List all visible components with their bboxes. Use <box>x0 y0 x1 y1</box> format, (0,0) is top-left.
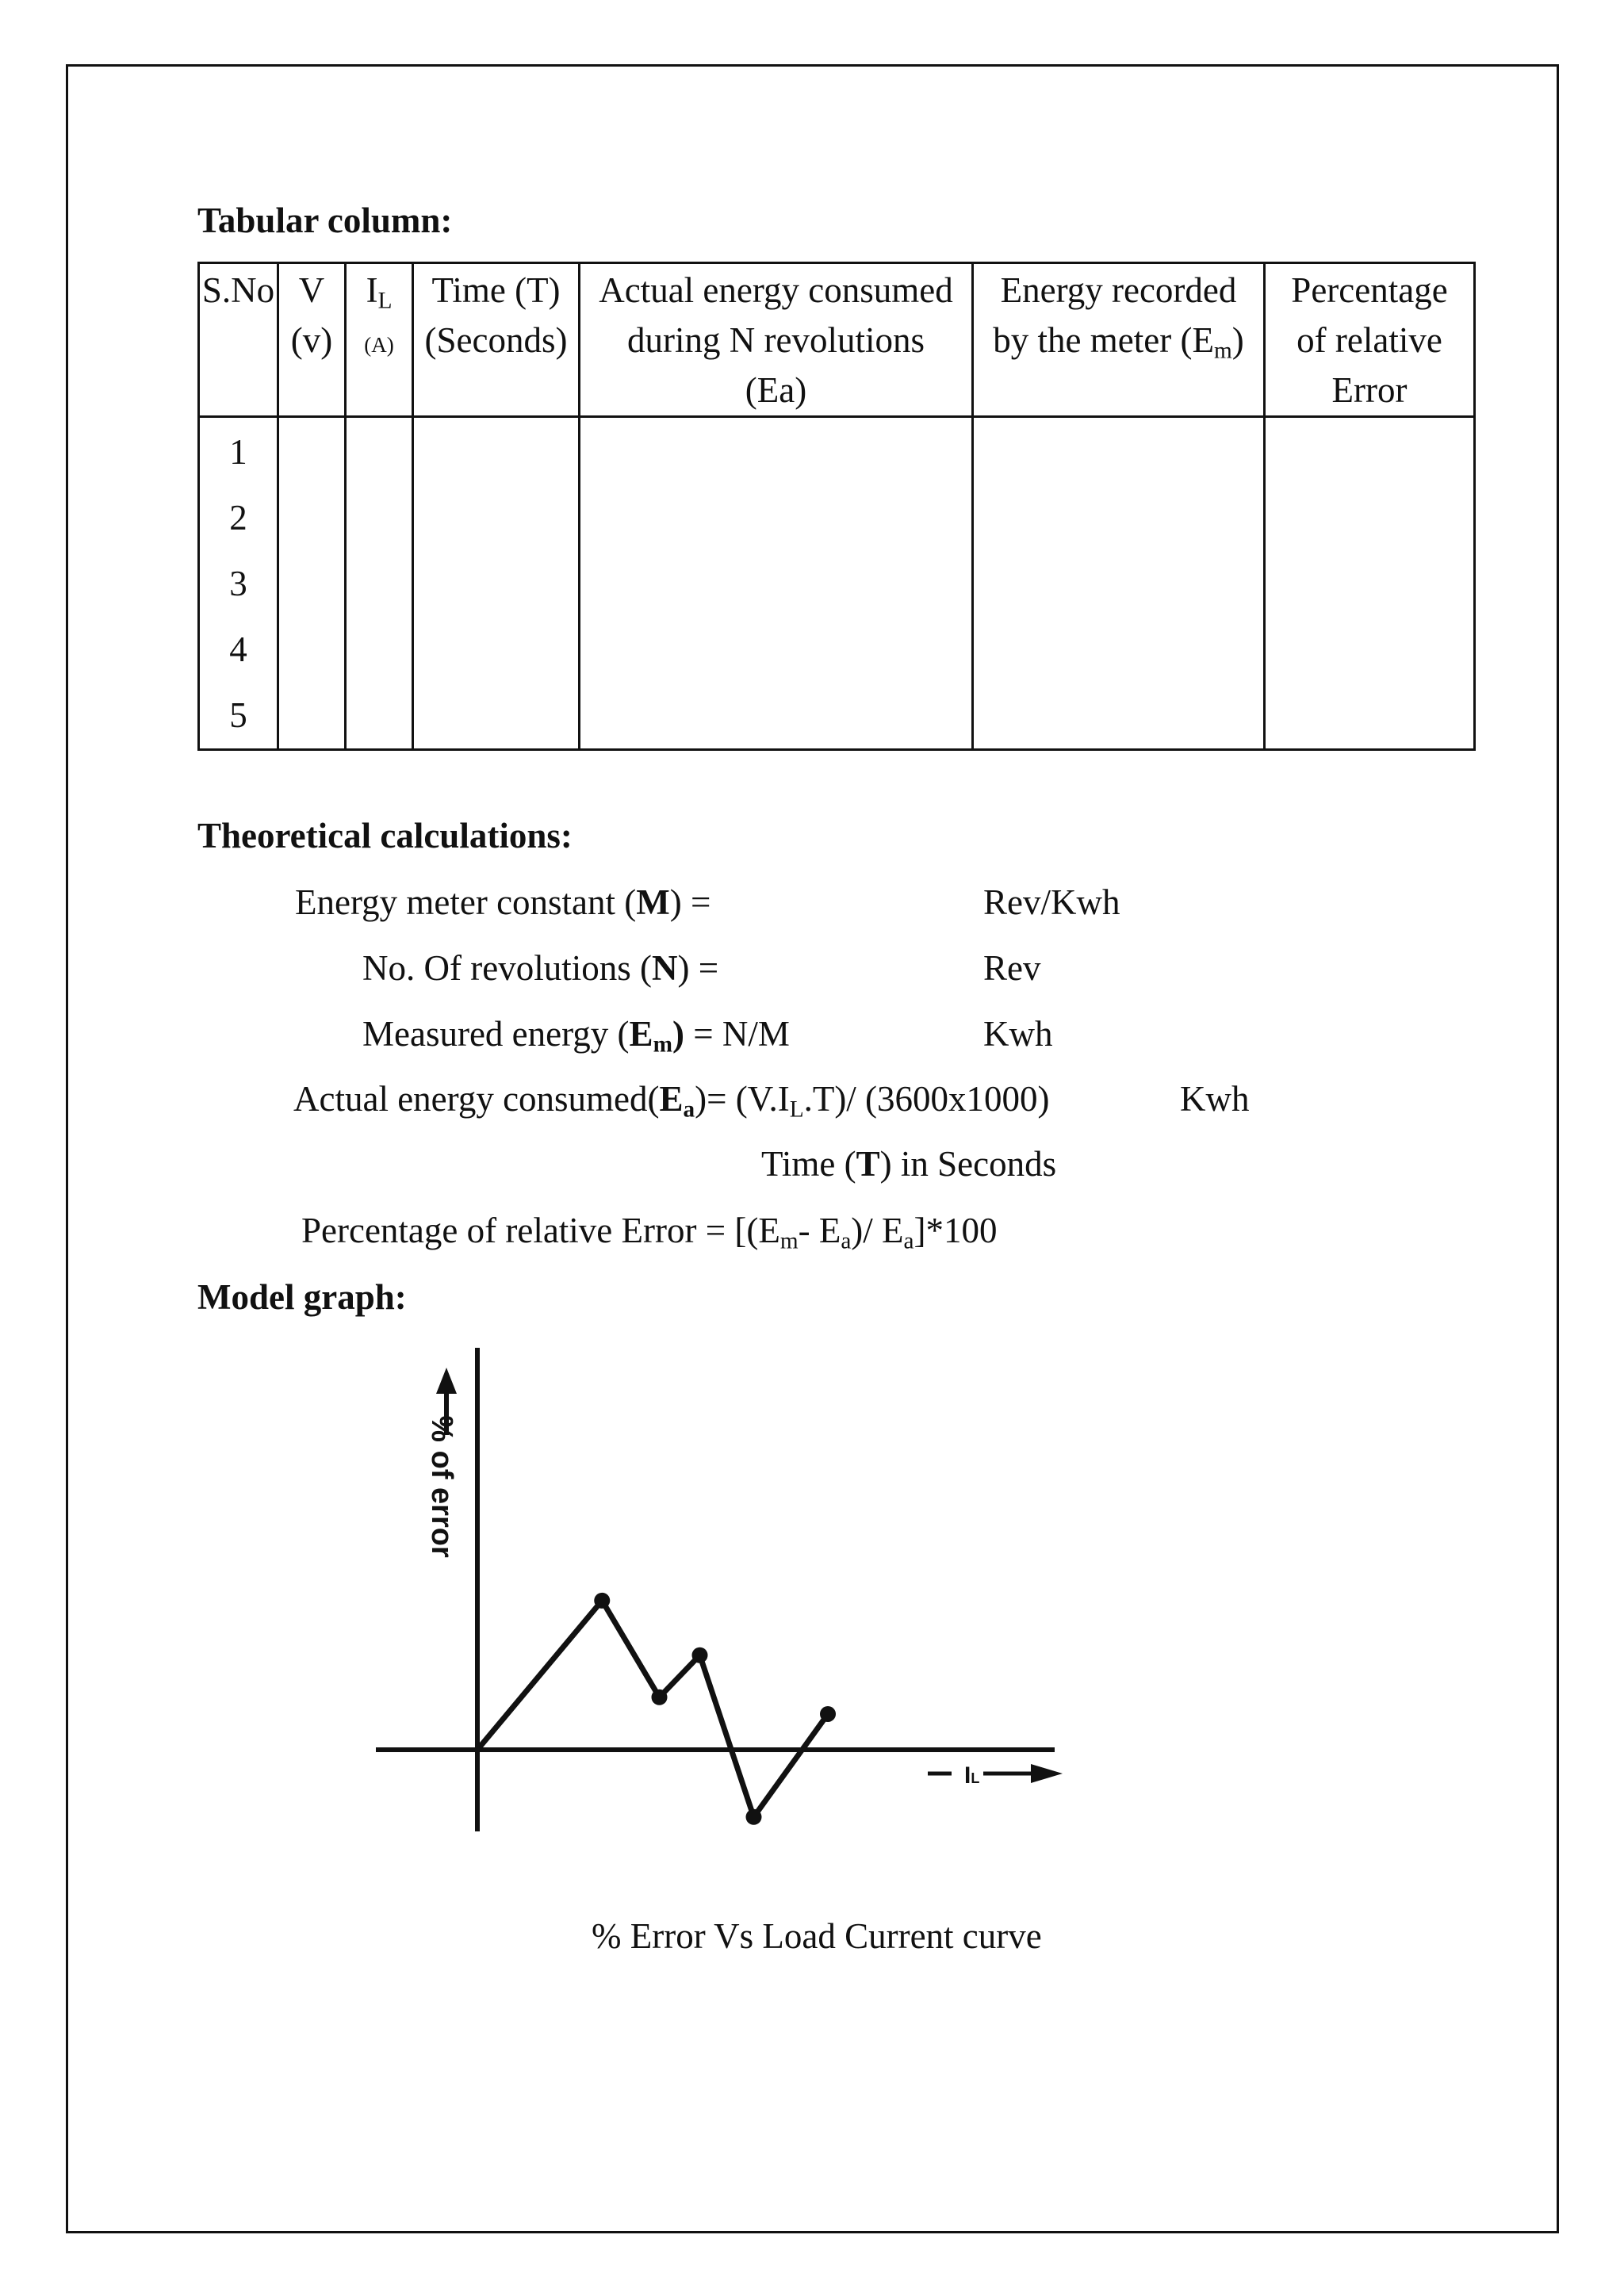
header-actual-energy: Actual energy consumed during N revolutions (Ea) <box>580 263 973 417</box>
header-sno: S.No <box>199 263 278 417</box>
graph-caption: % Error Vs Load Current curve <box>592 1916 1042 1956</box>
percent-error-formula: Percentage of relative Error = [($E_m-$ $E_a)/$ $E_a]*100$ <box>301 1211 998 1254</box>
measured-energy-formula: Measured energy $(E_m) = N/M$ <box>362 1014 790 1058</box>
actual-energy-unit: Kwh <box>1180 1079 1250 1119</box>
curve-point <box>594 1593 610 1609</box>
curve-point <box>746 1809 762 1825</box>
curve-point <box>652 1689 668 1705</box>
actual-energy-formula: Actual energy $consumed(E_a)= (V.I_L.T)/$ (3600x1000) <box>293 1079 1050 1123</box>
serial-number: 1 <box>229 432 247 472</box>
header-percent-error: Percentage of relative Error <box>1265 263 1475 417</box>
meter-constant-unit: Rev/Kwh <box>983 882 1120 922</box>
header-voltage: V (v) <box>278 263 346 417</box>
meter-constant-formula: Energy meter constant (M) = <box>295 882 711 922</box>
serial-number: 4 <box>229 629 247 669</box>
x-axis-label: IL <box>964 1762 980 1789</box>
theoretical-heading: Theoretical calculations: <box>197 816 573 855</box>
tabular-heading: Tabular column: <box>197 201 453 240</box>
serial-number: 5 <box>229 695 247 735</box>
curve-point <box>692 1647 708 1663</box>
error-curve-line <box>477 1601 828 1817</box>
model-graph-heading: Model graph: <box>197 1277 407 1317</box>
serial-number: 2 <box>229 498 247 538</box>
header-time: Time (T) (Seconds) <box>413 263 580 417</box>
header-load-current: $I_L$ (A) <box>346 263 413 417</box>
serial-number: 3 <box>229 564 247 603</box>
revolutions-unit: Rev <box>983 948 1041 988</box>
curve-point <box>820 1706 836 1722</box>
time-note: Time (T) in Seconds <box>761 1144 1057 1184</box>
revolutions-formula: No. Of revolutions (N) = <box>362 948 719 988</box>
measured-energy-unit: Kwh <box>983 1014 1053 1054</box>
header-recorded-energy: Energy recorded by the meter $(E_m)$ <box>973 263 1265 417</box>
x-axis-arrow <box>928 1764 1063 1783</box>
y-axis-label: % of error <box>425 1415 458 1558</box>
